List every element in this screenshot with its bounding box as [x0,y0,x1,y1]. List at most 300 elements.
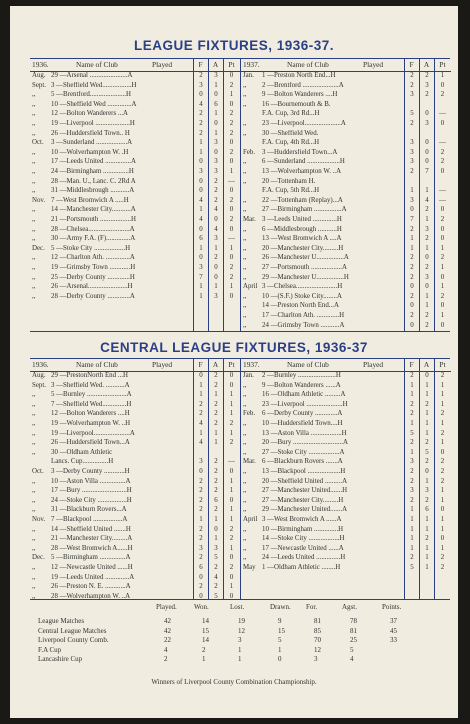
fixture-month: ,, [32,525,36,533]
fixture-month: ,, [32,573,36,581]
fixture-f: 1 [199,244,203,252]
fixture-pt: 0 [440,535,445,543]
fixture-row [30,120,240,129]
fixture-pt: 1 [440,381,445,389]
summary-value: 81 [350,626,357,635]
fixture-club: 26 —Huddersfield Town...A [51,439,130,447]
summary-value: 2 [164,655,168,664]
fixture-row [241,197,451,206]
fixture-f: 1 [199,516,203,523]
fixture-a: 0 [425,372,429,379]
fixture-pt: 2 [229,525,234,533]
fixture-pt: 1 [440,439,445,447]
fixture-a: 0 [214,120,218,127]
fixture-month: Mar. [243,458,256,466]
fixture-pt: 1 [229,506,234,514]
fixture-pt: — [439,196,446,204]
fixture-row [241,497,451,506]
fixture-row [30,101,240,110]
fixture-month: ,, [32,100,36,108]
fixture-f: 2 [410,254,414,262]
fixture-pt: 1 [229,516,234,523]
fixture-f: 2 [199,506,203,514]
fixture-f: 2 [199,400,203,408]
fixture-month: ,, [32,592,36,600]
fixture-row [30,554,240,563]
fixture-f: 3 [199,81,203,89]
header-a: A [423,360,430,369]
fixture-row [241,302,451,311]
fixture-month: ,, [32,477,36,485]
summary-header-cell: Points. [382,603,402,611]
fixture-month: Jan. [243,72,254,79]
fixture-row [30,545,240,554]
fixture-month: ,, [32,148,36,156]
fixture-row [241,139,451,148]
fixture-club: 28 —West Bromwich A......H [51,544,133,552]
fixture-club: 1 —Oldham Athletic ........H [262,564,341,571]
fixture-a: 0 [425,283,429,291]
fixture-f: 0 [199,573,203,581]
fixture-pt: 2 [440,410,445,418]
fixture-f: 1 [199,391,203,399]
fixture-club: 26 —Preston N. E. ............A [51,583,131,591]
fixture-month: ,, [243,506,247,514]
fixture-month: ,, [32,206,36,214]
fixture-month: ,, [243,439,247,447]
fixture-a: 3 [425,487,429,495]
fixture-a: 3 [425,225,429,233]
fixture-pt: 0 [229,468,234,475]
fixture-pt: 2 [440,91,445,99]
fixture-pt: 1 [440,544,445,552]
fixture-club: 20 —Sheffield United ..........A [262,477,348,485]
fixture-club: 23 —Liverpool.....................A [262,120,346,127]
fixture-pt: 0 [229,158,234,166]
fixture-row [241,545,451,554]
fixture-row [241,178,451,187]
fixture-row [241,245,451,254]
fixture-pt: 2 [229,439,234,447]
fixture-row [30,226,240,235]
fixture-club: 24 —Birmingham ...............H [51,168,134,175]
fixture-club: 21 —Manchester City.........A [51,535,133,543]
fixture-month: ,, [243,158,247,166]
fixture-row [30,506,240,515]
fixture-a: 0 [214,91,218,99]
fixture-club: 17 —Leeds United ...............A [51,158,136,166]
fixture-f: 0 [410,283,414,291]
fixture-club: 14 —Manchester City...........A [51,206,136,214]
fixture-pt: 2 [440,429,445,437]
fixture-f: 2 [199,72,203,79]
fixture-month: ,, [243,120,247,127]
fixture-month: ,, [32,225,36,233]
fixture-month: ,, [243,292,247,300]
fixture-pt: 2 [440,216,445,223]
fixture-f: 1 [199,139,203,147]
fixture-row [241,439,451,448]
fixture-pt: 0 [229,592,234,600]
fixture-a: 2 [425,206,429,214]
fixture-month: ,, [32,254,36,262]
fixture-f: 6 [199,564,203,571]
fixture-row [30,468,240,477]
fixture-month: ,, [243,273,247,281]
fixture-month: ,, [32,583,36,591]
fixture-pt: 2 [229,216,234,223]
fixture-row [241,101,451,110]
fixture-f: 0 [199,468,203,475]
fixture-pt: 0 [440,120,445,127]
fixture-f: 1 [199,283,203,291]
fixture-a: 3 [425,81,429,89]
fixture-month: ,, [32,420,36,427]
fixture-a: 2 [425,400,429,408]
fixture-row [30,130,240,139]
fixture-a: 1 [214,439,218,447]
fixture-pt: 2 [440,372,445,379]
fixture-row [241,82,451,91]
summary-header [38,603,438,612]
fixture-club: 14 —Preston North End...A [262,302,339,310]
fixture-month: ,, [32,110,36,118]
fixture-club: 6 —Blackburn Rovers .......A [262,458,343,466]
fixture-club: 7 —West Bromwich A .....H [51,196,129,204]
fixture-month: ,, [243,177,247,185]
fixture-a: 1 [425,429,429,437]
fixture-club: 17 —Bury ..........................H [51,487,132,495]
fixture-f: 0 [199,254,203,262]
fixture-row [241,458,451,467]
fixture-pt: 2 [229,264,234,271]
fixture-a: 2 [425,535,429,543]
fixture-club: 20 —Tottenham H. [262,177,316,185]
fixture-club: 29 —PrestonNorth End ...H [51,372,128,379]
fixture-f: 2 [410,292,414,300]
fixture-pt: 0 [229,225,234,233]
summary-label: Lancashire Cup [38,655,83,664]
fixture-club: 30 —Oldham Athletic [51,448,113,456]
header-played: Played [363,360,384,369]
fixture-month: Oct. [32,139,44,147]
fixture-f: 3 [199,264,203,271]
fixture-row [241,216,451,225]
fixture-a: 3 [214,168,218,175]
fixture-a: 2 [214,477,218,485]
fixture-row [241,120,451,129]
summary-value: 42 [164,626,171,635]
fixture-club: 12 —Bolton Wanderers ...A [51,110,129,118]
fixture-pt: 1 [440,525,445,533]
fixture-f: 0 [410,302,414,310]
fixture-pt: 0 [229,554,234,562]
fixture-club: 3 —Sunderland ..................A [51,139,133,147]
summary-header-cell: Won. [194,603,209,611]
fixture-club: 13 —Blackpool ...................H [262,468,346,475]
fixture-a: 1 [425,564,429,571]
fixture-club: 17 —Charlton Ath. .............H [262,312,345,319]
fixture-club: F.A. Cup, 3rd Rd...H [262,110,320,118]
league-left-column [30,59,240,331]
fixture-club: 27 —Stoke City ..................A [262,448,345,456]
fixture-f: 2 [410,400,414,408]
fixture-pt: 0 [229,206,234,214]
fixture-a: 1 [214,81,218,89]
fixture-month: Nov. [32,196,46,204]
fixture-a: 2 [214,420,218,427]
fixture-month: ,, [243,235,247,243]
fixture-f: 2 [410,410,414,418]
fixture-row [30,535,240,544]
fixture-a: 2 [425,312,429,319]
fixture-month: ,, [32,564,36,571]
fixture-month: ,, [243,81,247,89]
fixture-a: 6 [214,100,218,108]
fixture-month: April [243,516,258,523]
central-league-table [30,358,450,600]
fixture-month: ,, [243,312,247,319]
header-pt: Pt [439,360,446,369]
fixture-a: 0 [214,264,218,271]
fixture-pt: — [439,110,446,118]
summary-value: 25 [350,636,357,645]
fixture-row [30,410,240,419]
fixture-f: 2 [410,554,414,562]
fixture-row [30,487,240,496]
fixture-pt: 0 [229,381,234,389]
fixture-row [30,72,240,81]
header-f: F [409,60,414,69]
summary-value: 42 [164,617,171,625]
fixture-a: 2 [214,177,218,185]
fixture-row [30,439,240,448]
fixture-f: 2 [199,583,203,591]
fixture-month: ,, [243,129,247,137]
fixture-f: 2 [410,477,414,485]
fixture-club: 10 —Birmingham ..............H [262,525,344,533]
fixture-month: Sept. [32,81,46,89]
fixture-club: 27 —Manchester United.......H [262,487,348,495]
fixture-f: 2 [410,372,414,379]
summary-value: 5 [278,636,282,645]
summary-row [38,636,438,645]
summary-value: 1 [238,655,242,664]
fixture-month: ,, [32,91,36,99]
fixture-f: 2 [199,535,203,543]
fixture-pt: 0 [440,81,445,89]
summary-value: 0 [278,655,282,664]
fixture-club: 27 —Manchester City.........H [262,496,344,504]
fixture-club: 2 —Brentford .....................A [262,81,344,89]
fixture-month: ,, [243,544,247,552]
summary-value: 15 [202,626,209,635]
fixture-club: 27 —Portsmouth ..................A [262,264,347,271]
fixture-club: 9 —Bolton Wanderers ....H [262,91,338,99]
summary-value: 15 [278,626,285,635]
fixture-pt: 2 [229,120,234,127]
fixture-pt: 1 [440,283,445,291]
fixture-a: 2 [214,410,218,418]
fixture-month: Oct. [32,468,44,475]
fixture-pt: 2 [229,535,234,543]
fixture-club: 13 —West Bromwich A ....A [262,235,342,243]
fixture-f: 6 [199,235,203,243]
summary-value: 70 [314,636,321,645]
fixture-club: F.A. Cup, 4th Rd...H [262,139,320,147]
fixture-a: 4 [214,225,218,233]
fixture-pt: — [228,458,235,466]
fixture-pt: 2 [229,564,234,571]
header-year: 1936. [32,60,49,69]
fixture-row [241,410,451,419]
fixture-a: 1 [425,525,429,533]
fixture-month: ,, [32,120,36,127]
fixture-pt: 1 [440,487,445,495]
fixture-row [30,254,240,263]
fixture-month: ,, [32,535,36,543]
fixture-club: 26 —Huddersfield Town.. H [51,129,130,137]
header-year: 1937. [243,60,260,69]
fixture-month: Sept. [32,381,46,389]
fixture-pt: 2 [440,254,445,262]
fixture-club: 30 —Sheffield Wed. [262,129,319,137]
fixture-f: 2 [410,72,414,79]
fixture-month: Dec. [32,244,45,252]
fixture-pt: 0 [440,273,445,281]
fixture-club: 19 —Liverpool.....................A [51,429,135,437]
fixture-month: ,, [32,235,36,243]
fixture-row [241,526,451,535]
fixture-month: ,, [32,544,36,552]
fixture-a: 0 [425,468,429,475]
fixture-club: 19 —Grimsby Town ............H [51,264,136,271]
fixture-month: ,, [32,506,36,514]
fixture-a: 3 [214,544,218,552]
summary-value: 37 [390,617,397,625]
fixture-row [241,506,451,515]
fixture-row [30,583,240,592]
fixture-row [241,149,451,158]
fixture-f: 2 [199,120,203,127]
fixture-f: 1 [199,429,203,437]
fixture-a: 1 [425,216,429,223]
fixture-a: 3 [214,292,218,300]
fixture-month: ,, [243,381,247,389]
fixture-a: 4 [214,573,218,581]
summary-value: 1 [238,645,242,654]
fixture-a: 6 [214,496,218,504]
fixture-club: 28 —Wolverhampton W. ..A [51,592,131,600]
fixture-pt: 1 [440,420,445,427]
fixture-month: ,, [32,187,36,195]
fixture-club: 2 —Burnley ......................H [262,372,341,379]
fixture-month: ,, [32,168,36,175]
fixture-a: 2 [214,187,218,195]
summary-header-cell: Lost. [230,603,245,611]
fixture-a: 5 [214,592,218,600]
fixture-row [241,168,451,177]
fixture-month: April [243,283,258,291]
fixture-f: 1 [410,381,414,389]
summary-label: F.A Cup [38,645,62,654]
fixture-a: 1 [425,381,429,389]
fixture-a: 2 [214,381,218,389]
fixture-pt: 0 [229,372,234,379]
fixture-f: 4 [199,196,203,204]
fixture-pt: 2 [229,420,234,427]
fixture-month: ,, [243,496,247,504]
fixture-row [241,226,451,235]
fixture-a: 2 [214,506,218,514]
fixture-f: 0 [199,91,203,99]
fixture-f: 5 [410,564,414,571]
fixture-a: 2 [214,254,218,262]
fixture-month: May [243,564,256,571]
fixture-row [30,382,240,391]
fixture-row [241,254,451,263]
fixture-a: 2 [425,496,429,504]
fixture-month: ,, [243,302,247,310]
fixture-club: 20 —Manchester City.........H [262,244,344,252]
fixture-row [30,430,240,439]
fixture-f: 2 [410,312,414,319]
fixture-month: ,, [243,196,247,204]
fixture-a: 0 [425,254,429,262]
fixture-month: ,, [32,496,36,504]
fixture-pt: 1 [440,312,445,319]
fixture-month: ,, [243,420,247,427]
fixture-club: 21 —Portsmouth ..................H [51,216,136,223]
fixture-month: ,, [243,100,247,108]
fixture-row [241,487,451,496]
fixture-row [30,158,240,167]
fixture-month: ,, [32,129,36,137]
fixture-f: 3 [410,196,414,204]
fixture-pt: 1 [229,91,234,99]
fixture-a: 4 [425,196,429,204]
fixture-club: 3 —Derby County ............H [51,468,130,475]
summary-value: 9 [278,617,282,625]
fixture-f: 0 [410,321,414,329]
fixture-f: 1 [410,448,414,456]
fixture-a: 1 [425,391,429,399]
header-name: Name of Club [76,360,118,369]
fixture-pt: 2 [229,129,234,137]
fixture-pt: 2 [440,468,445,475]
fixture-month: ,, [243,400,247,408]
fixture-row [241,478,451,487]
header-played: Played [152,360,173,369]
fixture-row [241,382,451,391]
fixture-f: 2 [199,477,203,485]
fixture-club: 3 —Sheffield Wed.................H [51,81,137,89]
fixture-pt: 0 [229,292,234,300]
fixture-f: 3 [410,91,414,99]
fixture-row [30,245,240,254]
fixture-pt: 0 [440,506,445,514]
fixture-row [30,478,240,487]
fixture-f: 3 [199,168,203,175]
summary-value: 1 [202,655,206,664]
summary-header-cell: For. [306,603,318,611]
fixture-f: 1 [199,292,203,300]
fixture-f: 2 [410,273,414,281]
fixture-pt: 1 [229,583,234,591]
fixture-month: ,, [32,487,36,495]
fixture-month: Jan. [243,372,254,379]
header-year: 1936. [32,360,49,369]
